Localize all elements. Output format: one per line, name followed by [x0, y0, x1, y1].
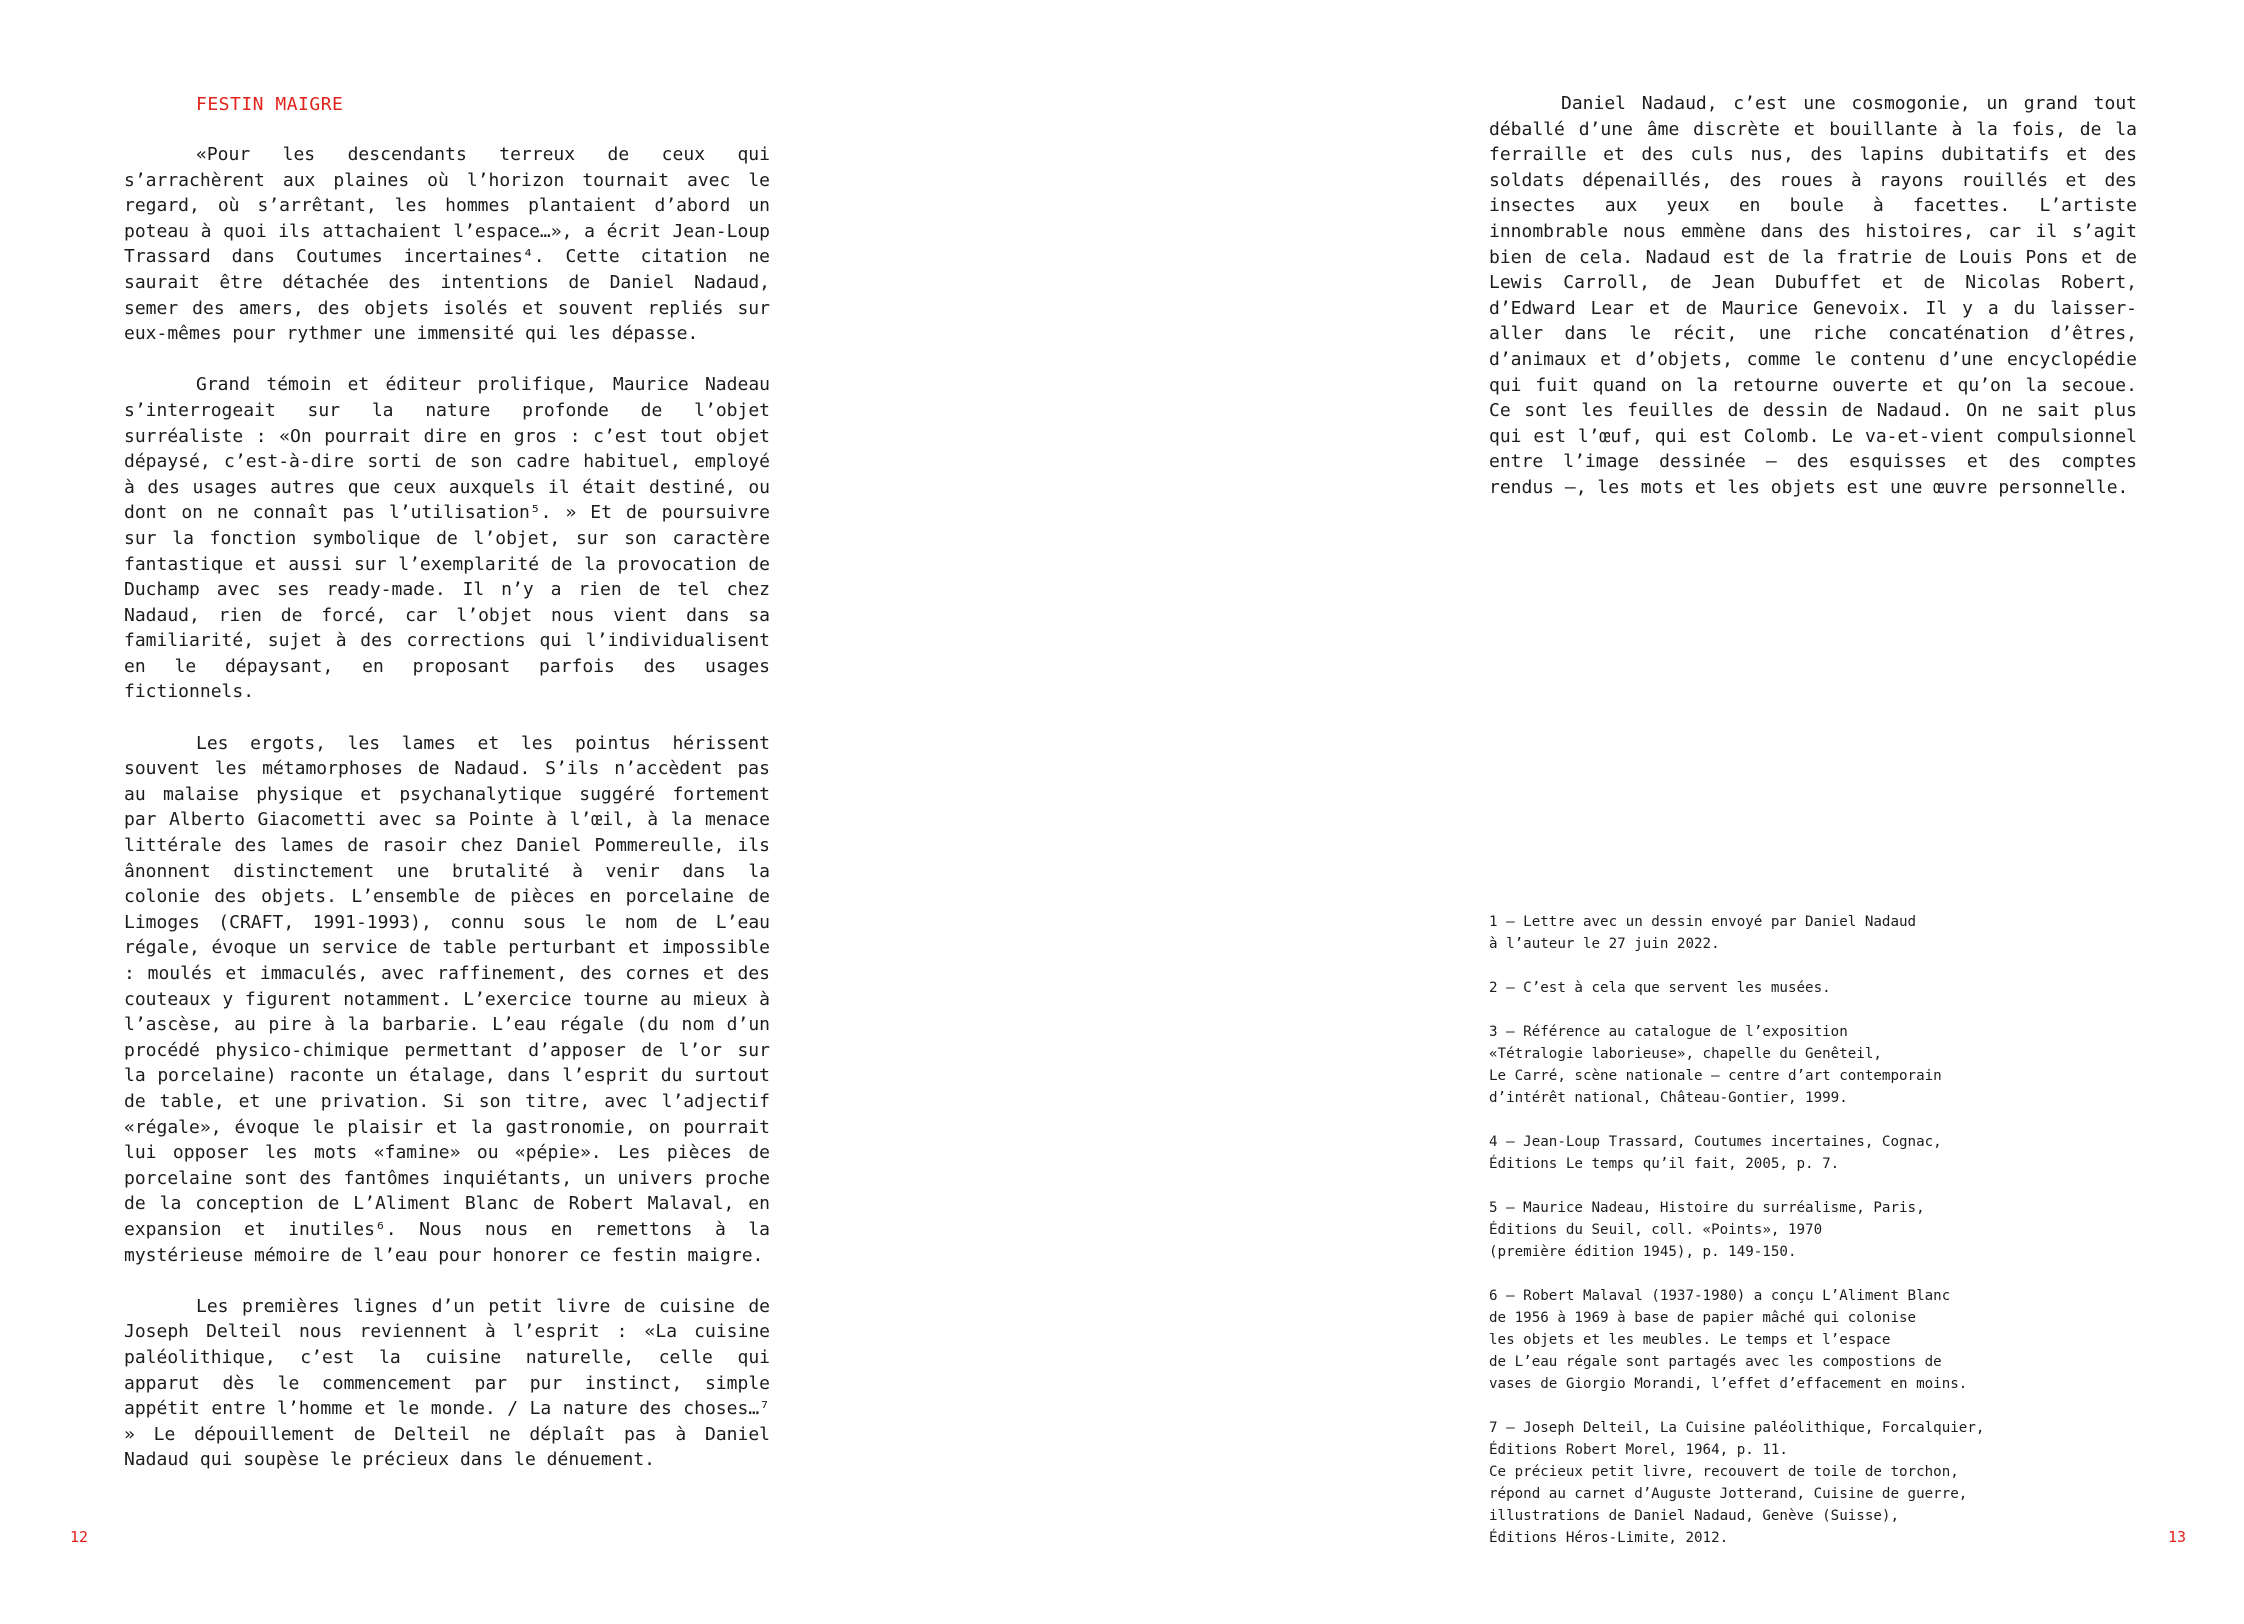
footnote: 5 – Maurice Nadeau, Histoire du surréalisme, Paris, Éditions du Seuil, coll. «Points», 1970 (première édition 1945), p. 149-150. [1489, 1200, 1925, 1260]
footnote: 1 – Lettre avec un dessin envoyé par Daniel Nadaud à l’auteur le 27 juin 2022. [1489, 914, 1917, 952]
footnote: 4 – Jean-Loup Trassard, Coutumes incertaines, Cognac, Éditions Le temps qu’il fait, 2005, p. 7. [1489, 1134, 1942, 1172]
right-page [1122, 0, 2244, 1624]
paragraph: Daniel Nadaud, c’est une cosmogonie, un grand tout déballé d’une âme discrète et bouillante à la fois, de la ferraille et des culs nus, des lapins dubitatifs et des soldats dépenaillés, des roues à rayons rouillés et des insectes aux yeux en boule à facettes. L’artiste innombrable nous emmène dans des histoires, car il s’agit bien de cela. Nadaud est de la fratrie de Louis Pons et de Lewis Carroll, de Jean Dubuffet et de Nicolas Robert, d’Edward Lear et de Maurice Genevoix. Il y a du laisser-aller dans le récit, une riche concaténation d’êtres, d’animaux et d’objets, comme le contenu d’une encyclopédie qui fuit quand on la retourne ouverte et qu’on la secoue. Ce sont les feuilles de dessin de Nadaud. On ne sait plus qui est l’œuf, qui est Colomb. Le va-et-vient compulsionnel entre l’image dessinée – des esquisses et des comptes rendus –, les mots et les objets est une œuvre personnelle. [1489, 93, 2137, 498]
footnote: 7 – Joseph Delteil, La Cuisine paléolithique, Forcalquier, Éditions Robert Morel, 1964, p. 11. Ce précieux petit livre, recouvert de toile de torchon, répond au carnet d’Auguste Jotterand, Cuisine de guerre, illustrations de Daniel Nadaud, Genève (Suisse), Éditions Héros-Limite, 2012. [1489, 1420, 1985, 1546]
paragraph: «Pour les descendants terreux de ceux qui s’arrachèrent aux plaines où l’horizon tournait avec le regard, où s’arrêtant, les hommes plantaient d’abord un poteau à quoi ils attachaient l’espace…», a écrit Jean-Loup Trassard dans Coutumes incertaines⁴. Cette citation ne saurait être détachée des intentions de Daniel Nadaud, semer des amers, des objets isolés et souvent repliés sur eux-mêmes pour rythmer une immensité qui les dépasse. [124, 144, 770, 345]
right-text-column [1489, 91, 2137, 526]
paragraph: Les premières lignes d’un petit livre de cuisine de Joseph Delteil nous reviennent à l’esprit : «La cuisine paléolithique, c’est la cuisine naturelle, celle qui apparut dès le commencement par pur instinct, simple appétit entre l’homme et le monde. / La nature des choses…⁷ » Le dépouillement de Delteil ne déplaît pas à Daniel Nadaud qui soupèse le précieux dans le dénuement. [124, 1295, 770, 1471]
paragraph: Grand témoin et éditeur prolifique, Maurice Nadeau s’interrogeait sur la nature profonde de l’objet surréaliste : «On pourrait dire en gros : c’est tout objet dépaysé, c’est-à-dire sorti de son cadre habituel, employé à des usages autres que ceux auxquels il était destiné, ou dont on ne connaît pas l’utilisation⁵. » Et de poursuivre sur la fonction symbolique de l’objet, sur son caractère fantastique et aussi sur l’exemplarité de la provocation de Duchamp avec ses ready-made. Il n’y a rien de tel chez Nadaud, rien de forcé, car l’objet nous vient dans sa familiarité, sujet à des corrections qui l’individualisent en le dépaysant, en proposant parfois des usages fictionnels. [124, 374, 770, 703]
footnotes [1489, 911, 2049, 1571]
page-number-right: 13 [2168, 1528, 2187, 1546]
footnote: 2 – C’est à cela que servent les musées. [1489, 980, 1831, 996]
paragraph: Les ergots, les lames et les pointus hérissent souvent les métamorphoses de Nadaud. S’ils n’accèdent pas au malaise physique et psychanalytique suggéré fortement par Alberto Giacometti avec sa Pointe à l’œil, à la menace littérale des lames de rasoir chez Daniel Pommereulle, ils ânonnent distinctement une brutalité à venir dans la colonie des objets. L’ensemble de pièces en porcelaine de Limoges (CRAFT, 1991-1993), connu sous le nom de L’eau régale, évoque un service de table perturbant et impossible : moulés et immaculés, avec raffinement, des cornes et des couteaux y figurent notamment. L’exercice tourne au mieux à l’ascèse, au pire à la barbarie. L’eau régale (du nom d’un procédé physico-chimique permettant d’apposer de l’or sur la porcelaine) raconte un étalage, dans l’esprit du surtout de table, et une privation. Si son titre, avec l’adjectif «régale», évoque le plaisir et la gastronomie, on pourrait lui opposer les mots «famine» ou «pépie». Les pièces de porcelaine sont des fantômes inquiétants, un univers proche de la conception de L’Aliment Blanc de Robert Malaval, en expansion et inutiles⁶. Nous nous en remettons à la mystérieuse mémoire de l’eau pour honorer ce festin maigre. [124, 732, 770, 1266]
footnote: 3 – Référence au catalogue de l’exposition «Tétralogie laborieuse», chapelle du Genêteil, Le Carré, scène nationale – centre d’art contemporain d’intérêt national, Château-Gontier, 1999. [1489, 1024, 1942, 1106]
left-text-column [124, 142, 770, 1498]
footnote: 6 – Robert Malaval (1937-1980) a conçu L’Aliment Blanc de 1956 à 1969 à base de papier mâché qui colonise les objets et les meubles. Le temps et l’espace de L’eau régale sont partagés avec les compostions de vases de Giorgio Morandi, l’effet d’effacement en moins. [1489, 1288, 1968, 1392]
section-heading: FESTIN MAIGRE [196, 94, 344, 115]
page-number-left: 12 [70, 1528, 89, 1546]
